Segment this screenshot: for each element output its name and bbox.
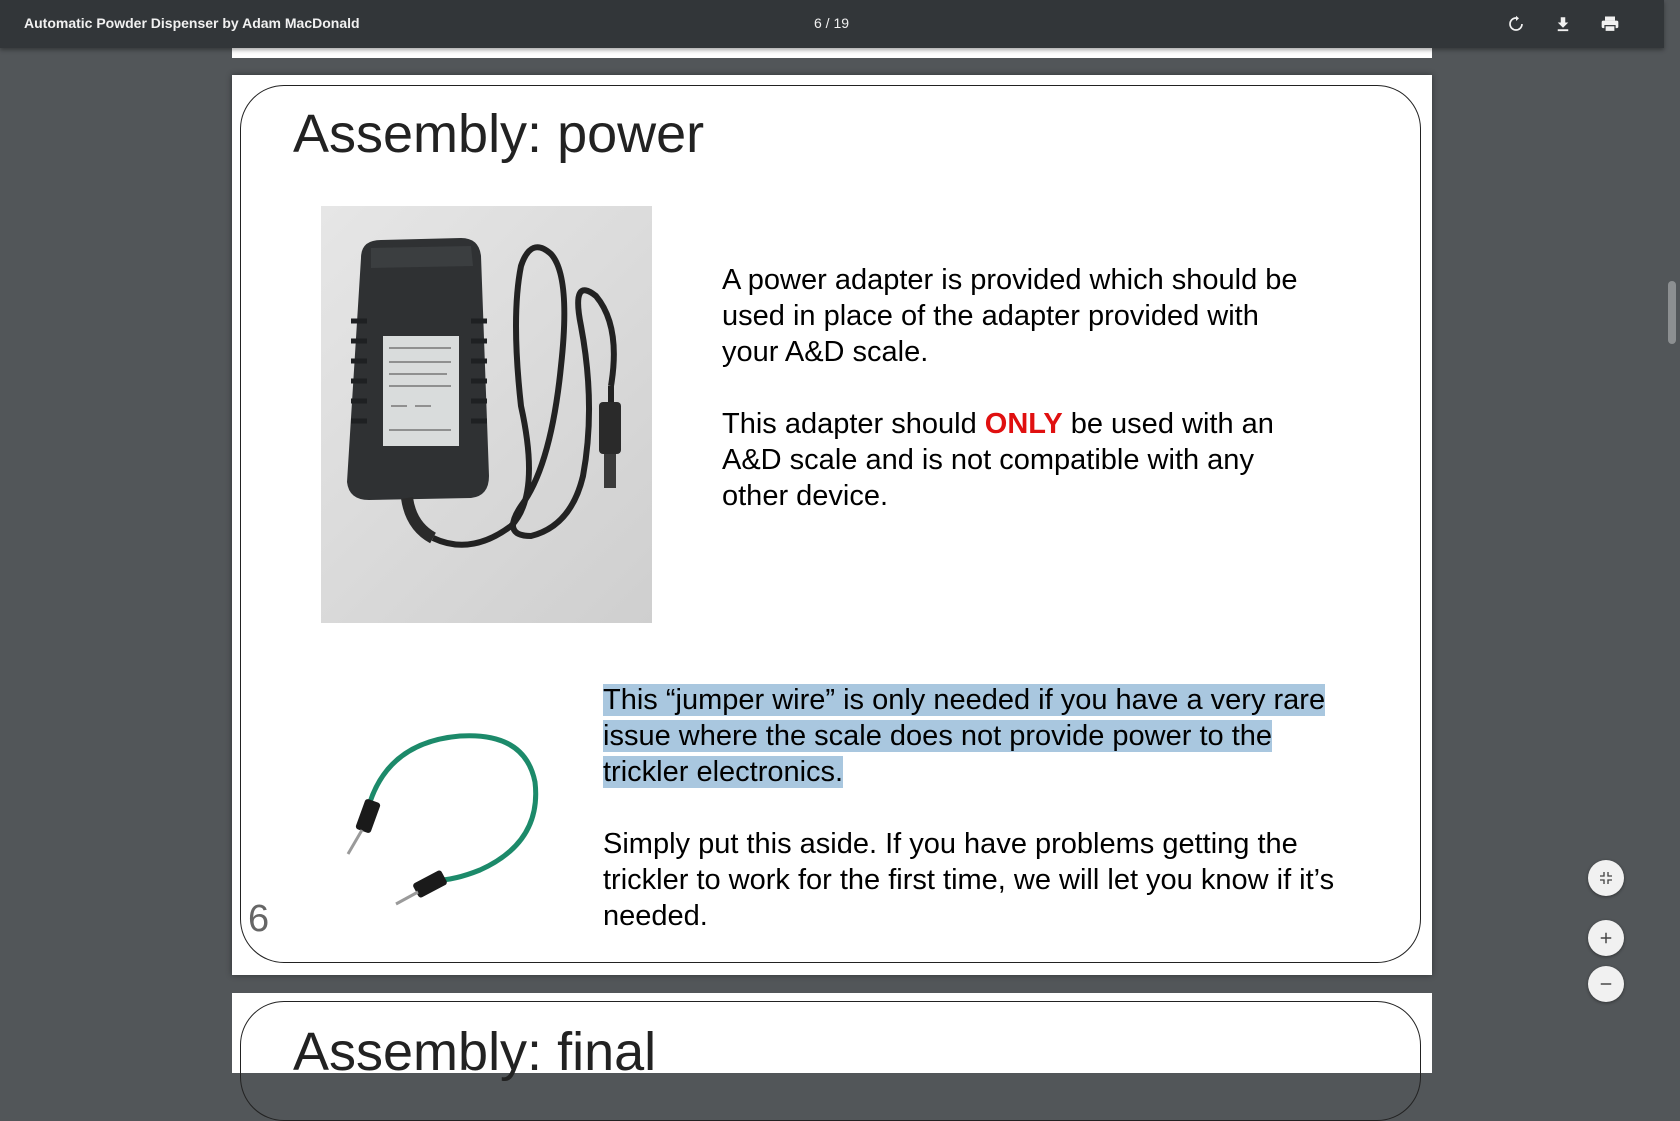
vertical-scrollbar[interactable] <box>1664 0 1680 1050</box>
jumper-paragraph-2: Simply put this aside. If you have problems getting the trickler to work for the first time, we will let you know if it’s needed. <box>603 828 1335 932</box>
adapter-description <box>722 262 1322 514</box>
power-adapter-photo <box>321 206 652 623</box>
only-emphasis: ONLY <box>984 408 1063 440</box>
zoom-in-button[interactable] <box>1588 920 1624 956</box>
download-icon <box>1554 15 1572 33</box>
jumper-wire-image <box>330 712 550 912</box>
adapter-paragraph-1: A power adapter is provided which should be used in place of the adapter provided with your A&D scale. <box>722 264 1298 368</box>
jumper-paragraph-1[interactable] <box>603 682 1363 790</box>
jumper-description <box>603 682 1363 934</box>
slide-title: Assembly: power <box>293 104 705 164</box>
power-adapter-image <box>321 206 652 623</box>
zoom-in-icon <box>1599 931 1613 945</box>
rotate-button[interactable] <box>1500 8 1532 40</box>
next-slide-title: Assembly: final <box>293 1022 657 1082</box>
rotate-icon <box>1507 15 1525 33</box>
scrollbar-thumb[interactable] <box>1668 281 1676 344</box>
print-button[interactable] <box>1594 8 1626 40</box>
adapter-paragraph-2 <box>722 406 1322 514</box>
pdf-toolbar <box>0 0 1664 48</box>
print-icon <box>1600 14 1620 34</box>
next-page <box>232 993 1432 1082</box>
fit-page-icon <box>1598 870 1614 886</box>
zoom-out-button[interactable] <box>1588 966 1624 1002</box>
download-button[interactable] <box>1547 8 1579 40</box>
fit-page-button[interactable] <box>1588 860 1624 896</box>
slide-number: 6 <box>248 898 270 940</box>
page-counter[interactable]: 6 / 19 <box>814 15 850 31</box>
document-title: Automatic Powder Dispenser by Adam MacDonald <box>24 15 360 31</box>
adapter-paragraph-2-start: This adapter should <box>722 408 985 440</box>
selected-text[interactable]: This “jumper wire” is only needed if you have a very rare issue where the scale does not provide power to the trickler electronics. <box>603 684 1326 788</box>
zoom-out-icon <box>1599 977 1613 991</box>
adapter-paragraph-2-end: be used with an A&D scale and is not compatible with any other device. <box>722 408 1274 512</box>
